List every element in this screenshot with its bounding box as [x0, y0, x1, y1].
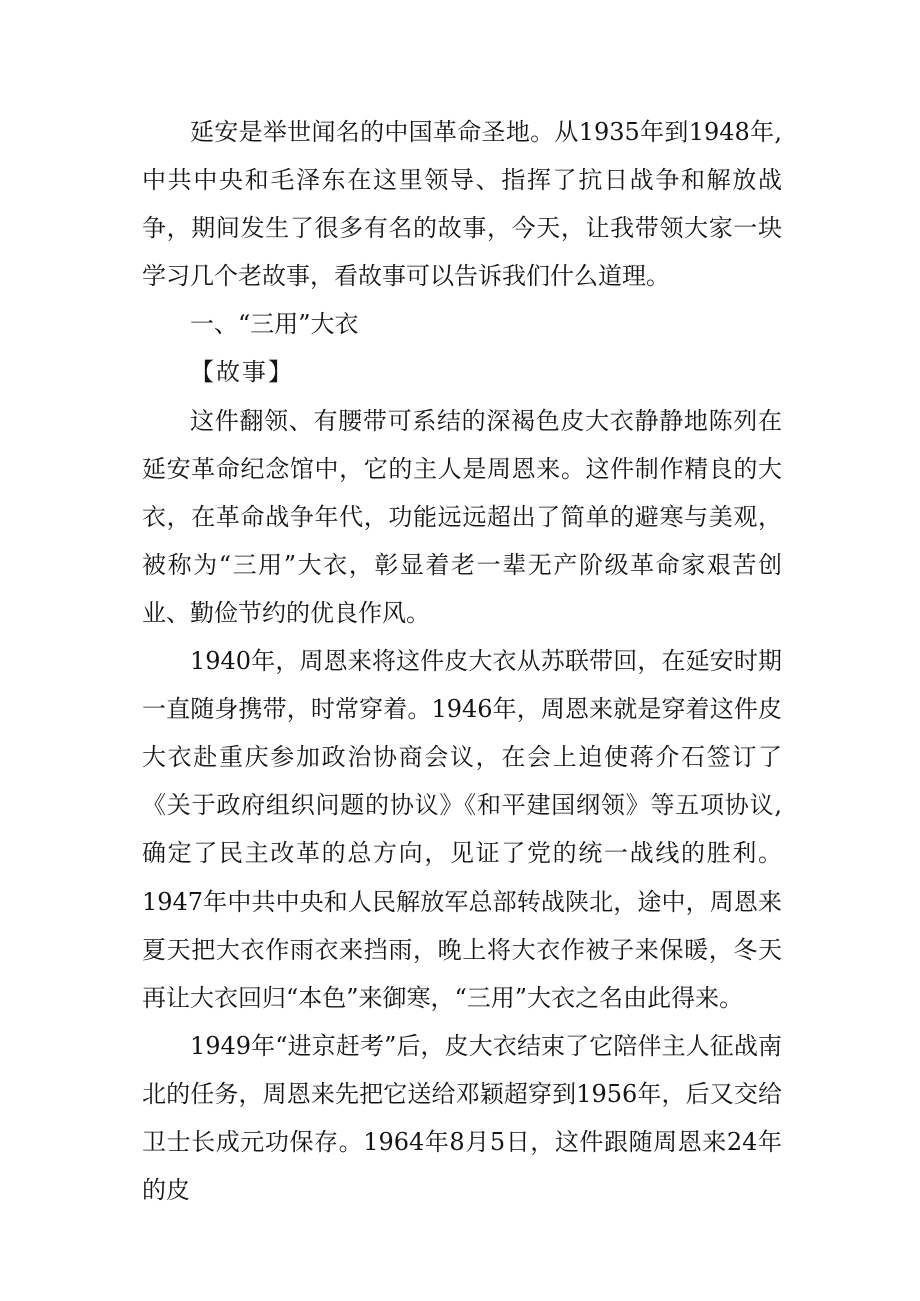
body-paragraph-3: 1949年“进京赶考”后，皮大衣结束了它陪伴主人征战南北的任务，周恩来先把它送给邓颖超穿到1956年，后又交给卫士长成元功保存。1964年8月5日，这件跟随周恩来24年的皮: [142, 1031, 782, 1205]
section-heading: 一、“三用”大衣: [190, 310, 359, 339]
story-label: 【故事】: [190, 358, 294, 387]
document-body: [142, 108, 782, 1214]
body-paragraph-2: 1940年，周恩来将这件皮大衣从苏联带回，在延安时期一直随身携带，时常穿着。1946年，周恩来就是穿着这件皮大衣赴重庆参加政治协商会议，在会上迫使蒋介石签订了《关于政府组织问题的协议》《和平建国纲领》等五项协议,确定了民主改革的总方向，见证了党的统一战线的胜利。1947年中共中央和人民解放军总部转战陕北，途中，周恩来夏天把大衣作雨衣来挡雨，晚上将大衣作被子来保暖，冬天再让大衣回归“本色”来御寒，“三用”大衣之名由此得来。: [142, 647, 782, 1012]
body-paragraph-1: 这件翻领、有腰带可系结的深褐色皮大衣静静地陈列在延安革命纪念馆中，它的主人是周恩来。这件制作精良的大衣，在革命战争年代，功能远远超出了简单的避寒与美观，被称为“三用”大衣，彰显着老一辈无产阶级革命家艰苦创业、勤俭节约的优良作风。: [142, 406, 782, 627]
intro-paragraph: 延安是举世闻名的中国革命圣地。从1935年到1948年,中共中央和毛泽东在这里领导、指挥了抗日战争和解放战争，期间发生了很多有名的故事，今天，让我带领大家一块学习几个老故事，看故事可以告诉我们什么道理。: [142, 118, 782, 291]
